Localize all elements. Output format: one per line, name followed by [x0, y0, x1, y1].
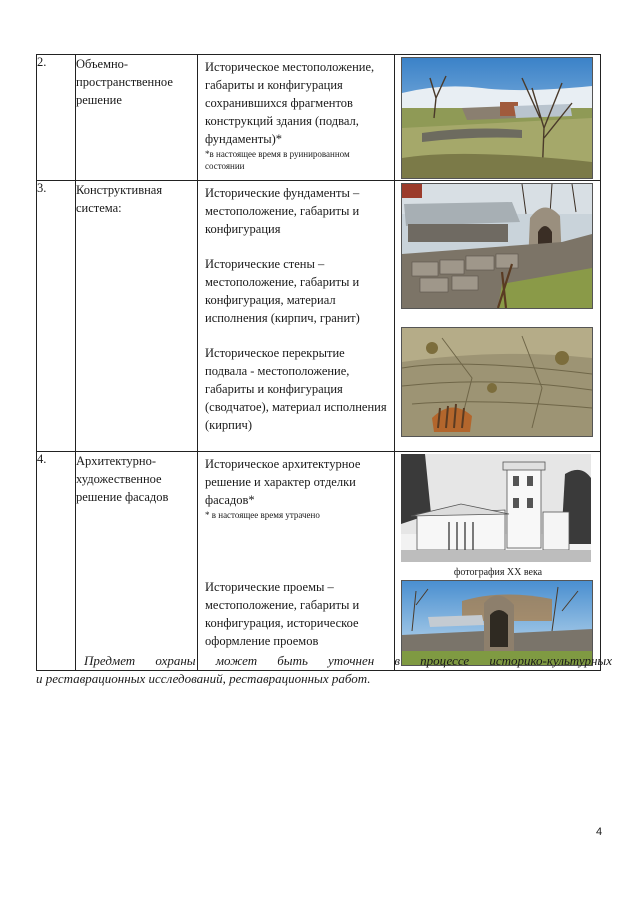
footer-word: быть	[277, 653, 308, 668]
ruins-overview-photo	[401, 57, 593, 179]
row-name: Объемно-пространственное решение	[76, 55, 198, 181]
footnote: *в настоящее время в руинированном состоянии	[205, 149, 350, 171]
basement-vault-photo	[401, 327, 593, 437]
description-text: Историческое местоположение, габариты и конфигурация сохранившихся фрагментов конструкций здания (подвал, фундаменты)*	[205, 60, 375, 146]
row-description	[198, 181, 395, 452]
row-number: 4.	[37, 452, 76, 671]
footer-word: историко-культурных	[489, 653, 612, 668]
row-number: 3.	[37, 181, 76, 452]
footer-line-1	[36, 652, 612, 670]
table-row	[37, 452, 601, 671]
footer-note	[36, 652, 612, 688]
description-text: Исторические проемы – местоположение, габариты и конфигурация, историческое оформление проемов	[205, 580, 360, 648]
row-photo-cell	[395, 452, 601, 671]
footer-word: процессе	[420, 653, 470, 668]
protection-subject-table	[36, 54, 601, 671]
description-text: Историческое архитектурное решение и характер отделки фасадов*	[205, 457, 361, 507]
row-description	[198, 452, 395, 671]
description-text: Историческое перекрытие подвала - местоположение, габариты и конфигурация (сводчатое), материал исполнения (кирпич)	[205, 346, 387, 432]
table-row	[37, 181, 601, 452]
row-name: Архитектурно-художественное решение фасадов	[76, 452, 198, 671]
row-description	[198, 55, 395, 181]
footer-word: охраны	[155, 653, 196, 668]
footer-word: может	[215, 653, 258, 668]
page-number: 4	[596, 826, 603, 838]
historic-villa-photo	[401, 454, 591, 562]
footer-line-2: и реставрационных исследований, реставрационных работ.	[36, 671, 371, 686]
description-list	[198, 181, 394, 434]
photo-caption: фотография XX века	[453, 567, 543, 578]
description-text: Исторические стены – местоположение, габариты и конфигурация, материал исполнения (кирпич, гранит)	[205, 257, 360, 325]
row-photo-cell	[395, 181, 601, 452]
description-text: Исторические фундаменты – местоположение, габариты и конфигурация	[205, 186, 360, 236]
footer-word: уточнен	[328, 653, 375, 668]
footer-word: Предмет	[84, 653, 136, 668]
row-name: Конструктивная система:	[76, 181, 198, 452]
footnote: * в настоящее время утрачено	[205, 510, 320, 520]
foundation-wall-photo	[401, 183, 593, 309]
footer-word: в	[394, 653, 400, 668]
row-number: 2.	[37, 55, 76, 181]
table-row	[37, 55, 601, 181]
row-photo-cell	[395, 55, 601, 181]
